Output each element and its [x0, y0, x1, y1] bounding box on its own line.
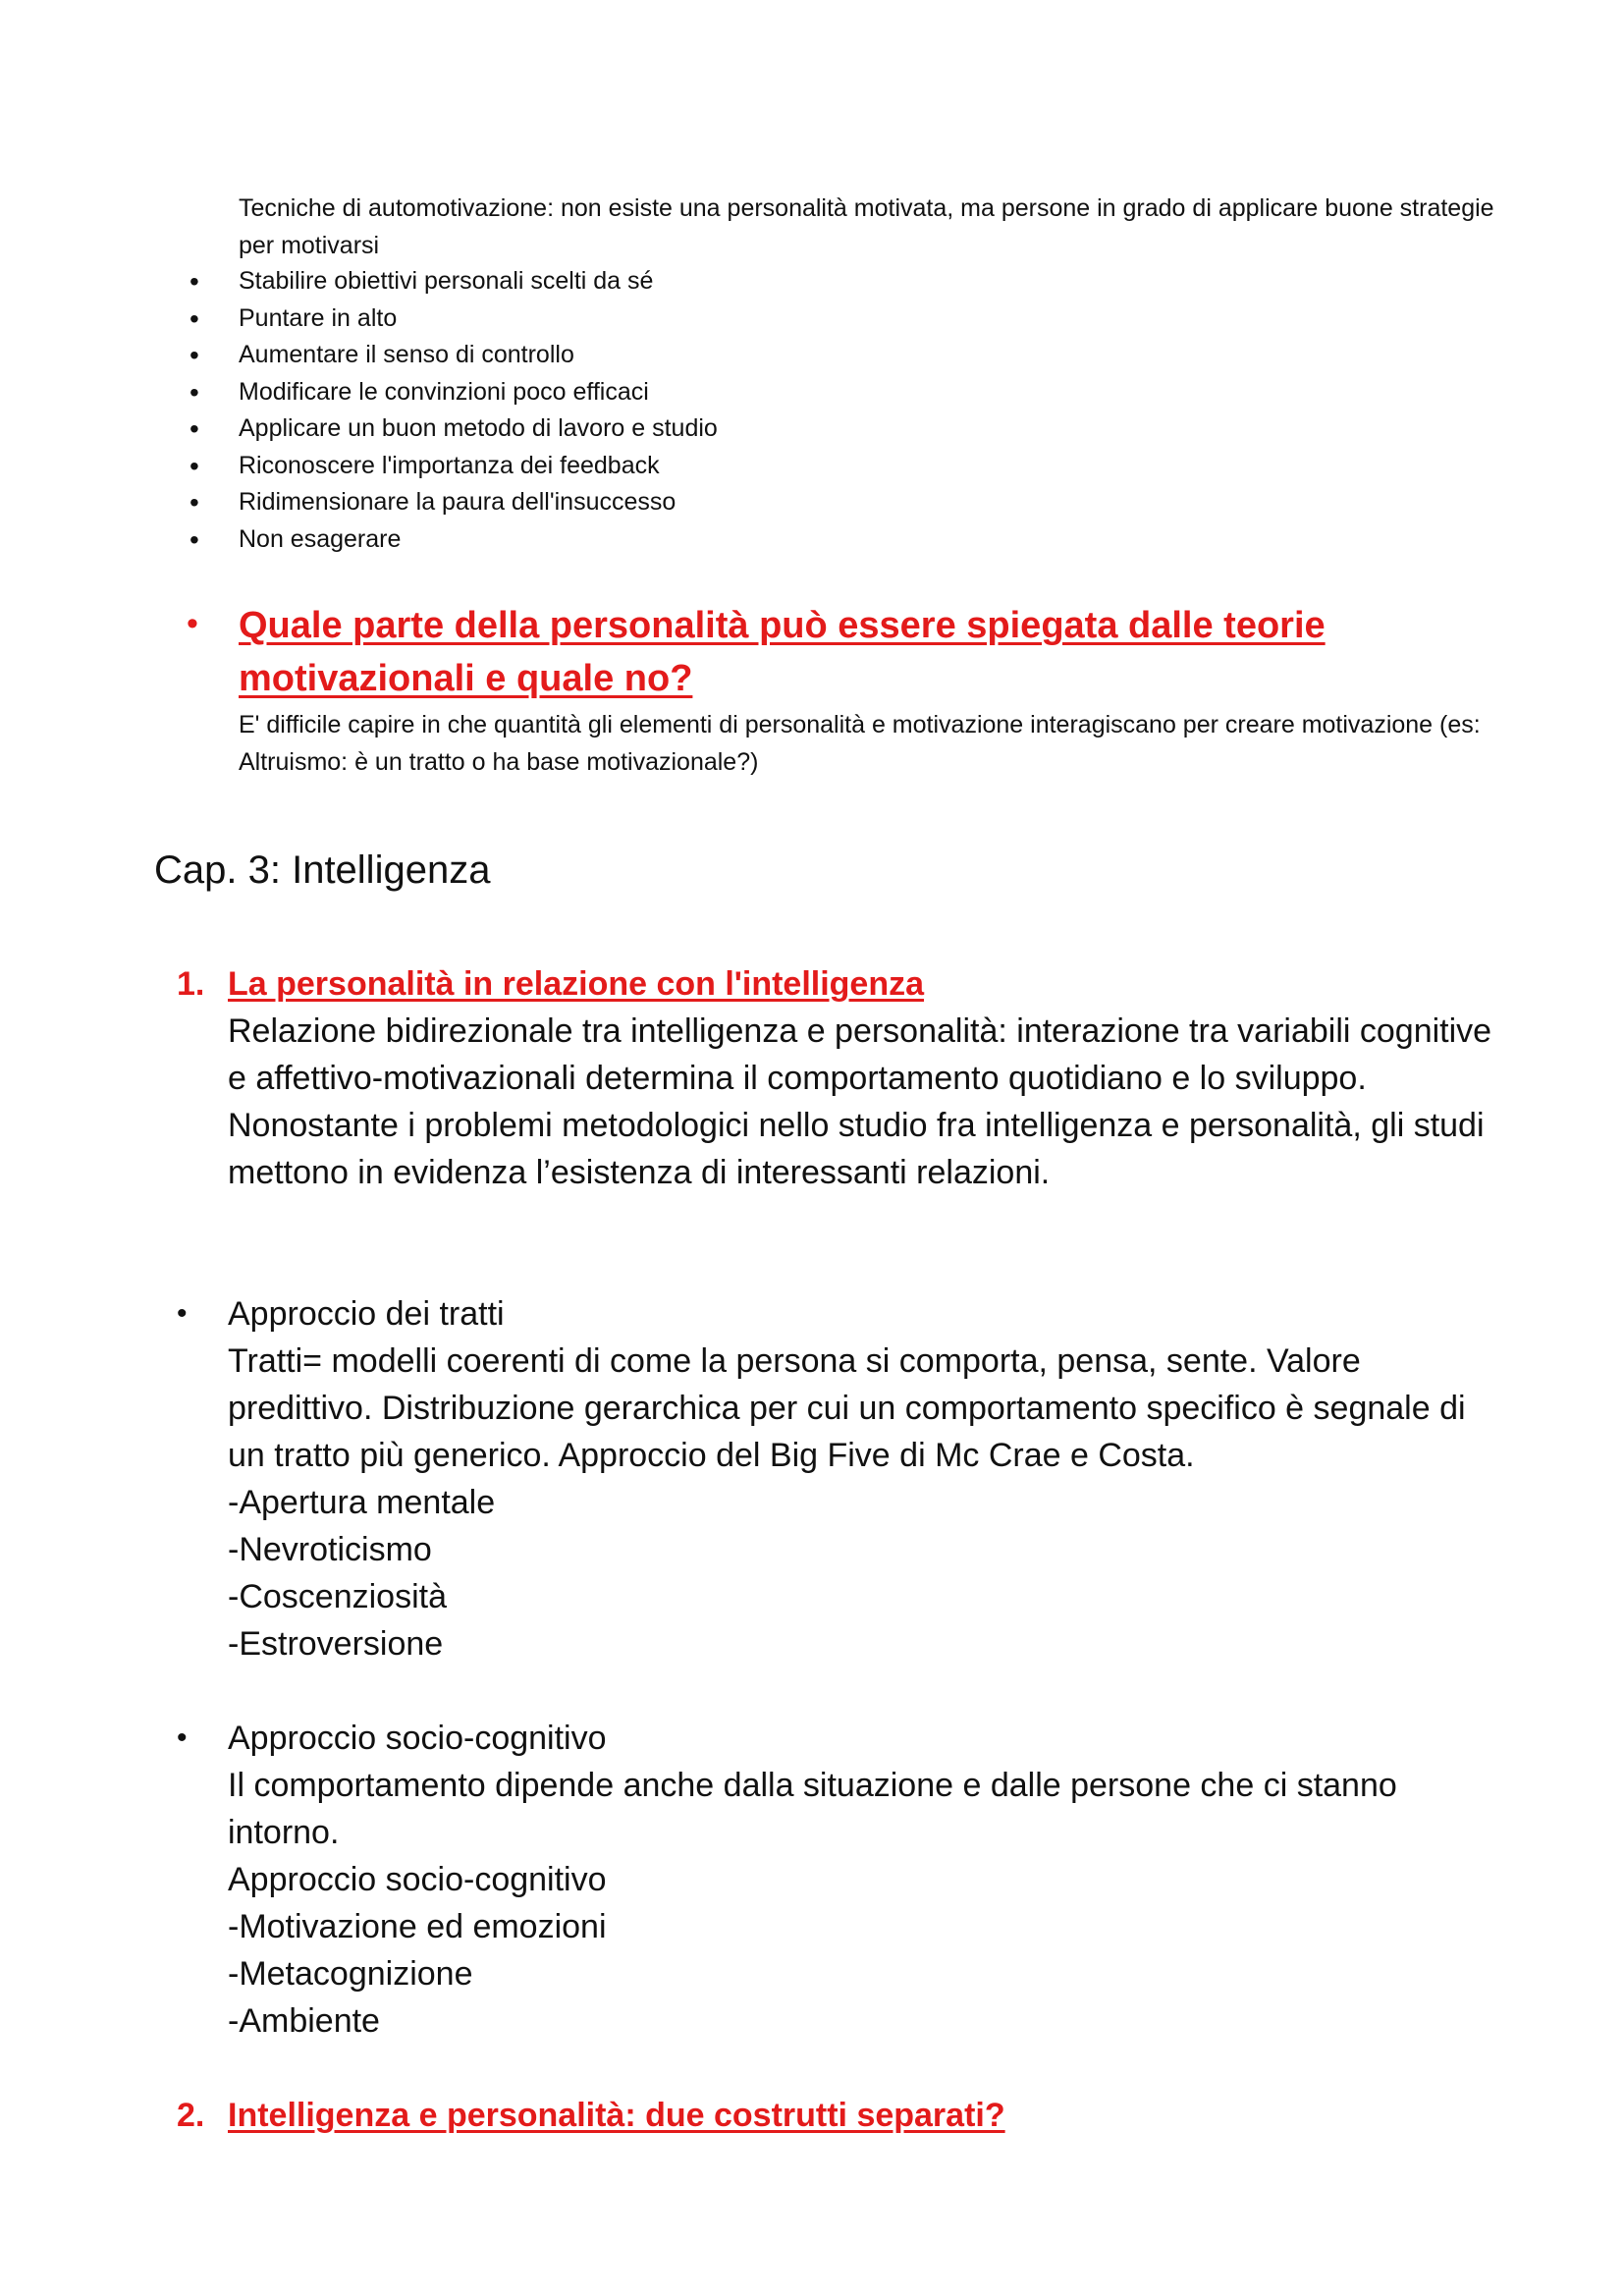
list-item-text: Applicare un buon metodo di lavoro e studio — [239, 414, 718, 442]
bullet-icon: • — [189, 487, 199, 518]
list-item-text: Stabilire obiettivi personali scelti da sé — [239, 267, 654, 295]
chapter-title: Cap. 3: Intelligenza — [154, 848, 491, 892]
bullet-icon: • — [189, 376, 199, 408]
bullet-icon: • — [189, 450, 199, 481]
bullet-icon: • — [177, 1297, 188, 1330]
intro-paragraph: Tecniche di automotivazione: non esiste una personalità motivata, ma persone in grado di applicare buone strategie per motivarsi — [239, 194, 1494, 259]
list-item: -Apertura mentale — [228, 1484, 496, 1521]
list-item: -Estroversione — [228, 1625, 444, 1663]
list-item — [189, 301, 718, 338]
paragraph: Il comportamento dipende anche dalla situazione e dalle persone che ci stanno intorno. — [228, 1767, 1397, 1851]
list-item — [189, 448, 718, 485]
list-item-text: Aumentare il senso di controllo — [239, 341, 574, 368]
bullet-icon: • — [189, 302, 199, 334]
list-item-text: Ridimensionare la paura dell'insuccesso — [239, 488, 677, 516]
bullet-icon: • — [187, 605, 198, 642]
list-item — [189, 337, 718, 374]
bullet-icon: • — [177, 1722, 188, 1754]
bullet-icon: • — [189, 413, 199, 444]
paragraph: Nonostante i problemi metodologici nello studio fra intelligenza e personalità, gli studi mettono in evidenza l’esistenza di interessanti relazioni. — [228, 1107, 1485, 1191]
section-number: 1. — [177, 965, 205, 1003]
list-item-text: Non esagerare — [239, 524, 402, 553]
section-title: La personalità in relazione con l'intelligenza — [228, 965, 925, 1003]
subsection-heading: Approccio dei tratti — [228, 1295, 505, 1333]
list-item — [189, 374, 718, 411]
paragraph: Approccio socio-cognitivo — [228, 1861, 607, 1898]
list-item: -Coscenziosità — [228, 1578, 447, 1615]
bullet-icon: • — [189, 340, 199, 370]
traits-block — [228, 1290, 1504, 1667]
paragraph: Relazione bidirezionale tra intelligenza e personalità: interazione tra variabili cognitive e affettivo-motivazionali determina il comportamento quotidiano e lo sviluppo. — [228, 1012, 1492, 1097]
list-item — [189, 410, 718, 448]
section-body — [228, 1008, 1504, 1196]
list-item-text: Riconoscere l'importanza dei feedback — [239, 451, 660, 479]
section-title: Intelligenza e personalità: due costrutti separati? — [228, 2097, 1005, 2134]
list-item — [189, 263, 718, 301]
question-answer: E' difficile capire in che quantità gli elementi di personalità e motivazione interagiscano per creare motivazione (es: Altruismo: è un tratto o ha base motivazionale?) — [239, 711, 1481, 776]
list-item: -Motivazione ed emozioni — [228, 1908, 607, 1945]
list-item: -Ambiente — [228, 2002, 380, 2040]
list-item-text: Modificare le convinzioni poco efficaci — [239, 377, 649, 406]
paragraph: Tratti= modelli coerenti di come la persona si comporta, pensa, sente. Valore predittivo. Distribuzione gerarchica per cui un comportamento specifico è segnale di un tratto più generico. Approccio del Big Five di Mc Crae e Costa. — [228, 1342, 1466, 1474]
list-item — [189, 521, 718, 559]
section-number: 2. — [177, 2097, 205, 2134]
subsection-heading: Approccio socio-cognitivo — [228, 1720, 607, 1757]
sociocognitive-block — [228, 1715, 1504, 2045]
list-item: -Nevroticismo — [228, 1531, 432, 1568]
list-item-text: Puntare in alto — [239, 303, 398, 332]
strategies-list — [189, 263, 718, 558]
list-item: -Metacognizione — [228, 1955, 473, 1993]
question-heading: Quale parte della personalità può essere spiegata dalle teorie motivazionali e quale no? — [239, 605, 1326, 699]
list-item — [189, 484, 718, 521]
bullet-icon: • — [189, 266, 199, 297]
bullet-icon: • — [189, 523, 199, 555]
